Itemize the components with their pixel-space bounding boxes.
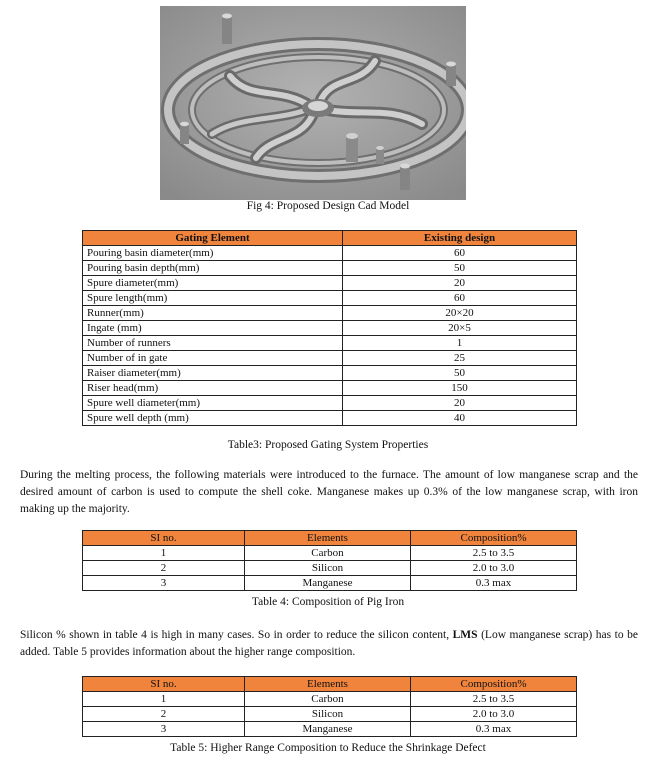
table-cell: Riser head(mm) bbox=[83, 381, 343, 396]
table-cell: 50 bbox=[343, 261, 577, 276]
table-row bbox=[83, 546, 577, 561]
table-cell: Carbon bbox=[245, 546, 411, 561]
body-paragraph: During the melting process, the following materials were introduced to the furnace. The amount of low manganese scrap and the desired amount of carbon is used to compute the shell coke. Manganese makes up 0.3% of the low manganese scrap, with iron making up the majority. bbox=[20, 469, 638, 515]
column-header: SI no. bbox=[83, 531, 245, 546]
table-cell: Manganese bbox=[245, 722, 411, 737]
table-cell: 60 bbox=[343, 291, 577, 306]
table-cell: 20×20 bbox=[343, 306, 577, 321]
column-header: Composition% bbox=[411, 531, 577, 546]
table-row bbox=[83, 692, 577, 707]
table-cell: Pouring basin depth(mm) bbox=[83, 261, 343, 276]
table-header-row bbox=[83, 531, 577, 546]
table-cell: 150 bbox=[343, 381, 577, 396]
table-row bbox=[83, 707, 577, 722]
table-row bbox=[83, 291, 577, 306]
table-row bbox=[83, 411, 577, 426]
table-cell: 3 bbox=[83, 576, 245, 591]
cad-model-figure bbox=[160, 6, 466, 200]
pig-iron-composition-table bbox=[82, 530, 577, 591]
column-header: Elements bbox=[245, 531, 411, 546]
table-cell: 1 bbox=[343, 336, 577, 351]
table5-caption: Table 5: Higher Range Composition to Reduce the Shrinkage Defect bbox=[170, 742, 486, 754]
table-cell: 20×5 bbox=[343, 321, 577, 336]
table-row bbox=[83, 722, 577, 737]
table-cell: 2 bbox=[83, 707, 245, 722]
table-cell: 3 bbox=[83, 722, 245, 737]
column-header: Elements bbox=[245, 677, 411, 692]
table-cell: Number of in gate bbox=[83, 351, 343, 366]
table-cell: 0.3 max bbox=[411, 722, 577, 737]
table-header-row bbox=[83, 231, 577, 246]
table-row bbox=[83, 561, 577, 576]
cad-model-image bbox=[160, 6, 466, 200]
table-row bbox=[83, 261, 577, 276]
table-cell: Carbon bbox=[245, 692, 411, 707]
table-cell: 2.5 to 3.5 bbox=[411, 546, 577, 561]
table-cell: Number of runners bbox=[83, 336, 343, 351]
table-cell: 2 bbox=[83, 561, 245, 576]
body-paragraph-2 bbox=[20, 627, 638, 661]
gating-properties-table bbox=[82, 230, 577, 426]
table-cell: 2.0 to 3.0 bbox=[411, 561, 577, 576]
table-cell: Runner(mm) bbox=[83, 306, 343, 321]
table-header-row bbox=[83, 677, 577, 692]
column-header: Gating Element bbox=[83, 231, 343, 246]
table-cell: Raiser diameter(mm) bbox=[83, 366, 343, 381]
lms-term: LMS bbox=[452, 629, 478, 641]
table-cell: Spure well diameter(mm) bbox=[83, 396, 343, 411]
table-row bbox=[83, 576, 577, 591]
table-cell: Silicon bbox=[245, 561, 411, 576]
table-cell: 2.5 to 3.5 bbox=[411, 692, 577, 707]
table-cell: Spure well depth (mm) bbox=[83, 411, 343, 426]
table-cell: 0.3 max bbox=[411, 576, 577, 591]
table3-caption: Table3: Proposed Gating System Properties bbox=[227, 439, 429, 451]
table-row bbox=[83, 276, 577, 291]
table-cell: Pouring basin diameter(mm) bbox=[83, 246, 343, 261]
table-cell: Spure length(mm) bbox=[83, 291, 343, 306]
table-cell: Manganese bbox=[245, 576, 411, 591]
table-row bbox=[83, 246, 577, 261]
table-row bbox=[83, 366, 577, 381]
table-cell: 2.0 to 3.0 bbox=[411, 707, 577, 722]
table-cell: 60 bbox=[343, 246, 577, 261]
table-cell: Silicon bbox=[245, 707, 411, 722]
column-header: Existing design bbox=[343, 231, 577, 246]
table-cell: 1 bbox=[83, 546, 245, 561]
table-cell: 20 bbox=[343, 276, 577, 291]
paragraph2-text: Silicon % shown in table 4 is high in many cases. So in order to reduce the silicon content, bbox=[20, 629, 453, 641]
table-row bbox=[83, 306, 577, 321]
column-header: Composition% bbox=[411, 677, 577, 692]
table4-caption: Table 4: Composition of Pig Iron bbox=[251, 596, 405, 608]
paragraph2-text: (Low manganese scrap) has to be added. Table 5 provides information about the higher range composition. bbox=[20, 629, 639, 658]
table-cell: 1 bbox=[83, 692, 245, 707]
table-row bbox=[83, 381, 577, 396]
table-row bbox=[83, 396, 577, 411]
table-cell: 25 bbox=[343, 351, 577, 366]
column-header: SI no. bbox=[83, 677, 245, 692]
higher-range-composition-table bbox=[82, 676, 577, 737]
table-cell: Spure diameter(mm) bbox=[83, 276, 343, 291]
table-row bbox=[83, 321, 577, 336]
table-row bbox=[83, 351, 577, 366]
table-cell: 40 bbox=[343, 411, 577, 426]
table-cell: 20 bbox=[343, 396, 577, 411]
table-row bbox=[83, 336, 577, 351]
figure-caption: Fig 4: Proposed Design Cad Model bbox=[246, 200, 410, 212]
table-cell: Ingate (mm) bbox=[83, 321, 343, 336]
table-cell: 50 bbox=[343, 366, 577, 381]
